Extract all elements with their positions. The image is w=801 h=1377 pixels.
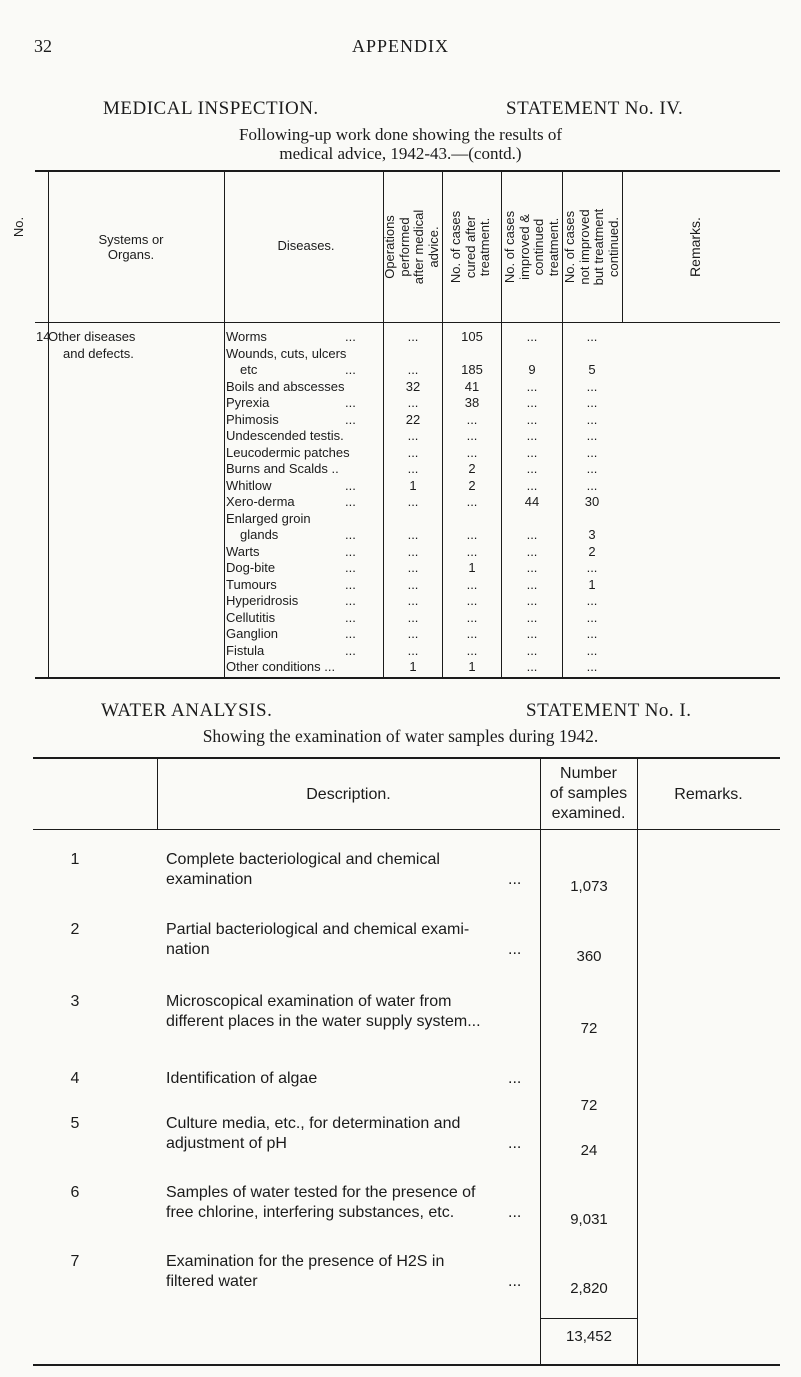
- table1-header-rule: [35, 322, 780, 323]
- cell-not-improved: ...: [586, 560, 598, 575]
- cell-cured: ...: [466, 576, 478, 592]
- header-operations-line: Operations: [382, 215, 397, 279]
- cell-not-improved: ...: [586, 609, 598, 625]
- water-description-line1: Samples of water tested for the presence of: [166, 1184, 476, 1201]
- cell-cured: 2: [468, 477, 476, 493]
- leader-dots: ...: [345, 477, 356, 493]
- row-number: 14: [36, 329, 51, 344]
- cell-cured: 1: [468, 560, 476, 575]
- header-improved: [503, 176, 561, 318]
- header-improved-line: continued: [531, 218, 546, 276]
- cell-ops: ...: [407, 461, 419, 476]
- header-improved-line: No. of cases: [502, 210, 517, 284]
- disease-name: Other conditions ...: [226, 659, 336, 674]
- cell-cured: ...: [466, 593, 478, 608]
- cell-improved: ...: [526, 461, 538, 476]
- system-name-line1: Other diseases: [48, 329, 136, 344]
- cell-not-improved: ...: [586, 659, 598, 674]
- cell-cured: ...: [466, 428, 478, 443]
- water-row-number: 4: [70, 1070, 80, 1087]
- disease-name: Fistula: [226, 642, 265, 658]
- table1-top-rule: [35, 170, 780, 172]
- header-not-improved-line: continued.: [605, 217, 621, 277]
- cell-improved: ...: [526, 576, 538, 592]
- header-remarks: Remarks.: [687, 217, 703, 277]
- water-row-number: 6: [70, 1184, 80, 1201]
- leader-dots: ...: [345, 642, 356, 658]
- leader-dots: ...: [508, 1273, 522, 1290]
- header-number-line: examined.: [551, 805, 626, 822]
- leader-dots: ...: [508, 871, 522, 888]
- cell-cured: 1: [468, 659, 476, 674]
- table2-header-rule: [33, 829, 780, 830]
- leader-dots: ...: [345, 395, 356, 410]
- water-sample-count: 2,820: [570, 1280, 608, 1297]
- leader-dots: ...: [345, 576, 356, 592]
- leader-dots: ...: [508, 1135, 522, 1152]
- disease-name: Ganglion: [226, 626, 279, 641]
- leader-dots: ...: [345, 609, 356, 625]
- cell-ops: 1: [409, 477, 417, 493]
- water-description-line2: adjustment of pH: [166, 1135, 287, 1152]
- table1-title-right: STATEMENT No. IV.: [506, 98, 684, 119]
- cell-improved: ...: [526, 444, 538, 460]
- water-row-number: 5: [70, 1115, 80, 1132]
- cell-not-improved: 30: [584, 494, 600, 509]
- header-operations-line: performed: [396, 217, 412, 277]
- cell-cured: 41: [464, 378, 480, 394]
- header-not-improved-line: No. of cases: [562, 210, 577, 284]
- cell-ops: ...: [407, 494, 419, 509]
- table1-bottom-rule: [35, 677, 780, 679]
- cell-cured: ...: [466, 609, 478, 625]
- cell-improved: ...: [526, 543, 538, 559]
- disease-name: glands: [240, 527, 279, 542]
- cell-improved: ...: [526, 626, 538, 641]
- water-sample-count: 72: [580, 1020, 598, 1037]
- water-sample-count: 24: [580, 1142, 598, 1159]
- cell-improved: ...: [526, 659, 538, 674]
- running-head: APPENDIX: [351, 36, 449, 56]
- leader-dots: ...: [345, 543, 356, 559]
- cell-ops: 1: [409, 659, 417, 674]
- table2-bottom-rule: [33, 1364, 780, 1366]
- water-row-number: 3: [70, 993, 80, 1010]
- table1-subtitle-line2: medical advice, 1942-43.—(contd.): [279, 144, 522, 163]
- cell-improved: ...: [526, 642, 538, 658]
- cell-not-improved: ...: [586, 428, 598, 443]
- header-operations-line: after medical: [411, 209, 426, 285]
- disease-name: Warts: [226, 543, 260, 559]
- water-sample-count: 72: [580, 1097, 598, 1114]
- leader-dots: ...: [345, 626, 356, 641]
- leader-dots: ...: [345, 329, 356, 344]
- cell-improved: ...: [526, 378, 538, 394]
- header-number-line: Number: [560, 765, 617, 782]
- disease-name: Undescended testis.: [226, 428, 344, 443]
- header-diseases: Diseases.: [277, 238, 335, 253]
- total-value: 13,452: [566, 1328, 612, 1345]
- cell-ops: ...: [407, 626, 419, 641]
- cell-ops: 22: [405, 411, 421, 427]
- cell-cured: 105: [461, 329, 483, 344]
- cell-improved: ...: [526, 411, 538, 427]
- cell-ops: ...: [407, 609, 419, 625]
- header-description: Description.: [306, 786, 391, 803]
- cell-not-improved: ...: [586, 444, 598, 460]
- cell-not-improved: ...: [586, 461, 598, 476]
- water-description-line2: nation: [166, 941, 210, 958]
- cell-ops: ...: [407, 395, 419, 410]
- cell-ops: ...: [407, 527, 419, 542]
- system-name-line2: and defects.: [63, 346, 134, 361]
- cell-improved: 9: [528, 362, 536, 377]
- disease-name: Dog-bite: [226, 560, 276, 575]
- leader-dots: ...: [345, 527, 356, 542]
- header-improved-line: improved &: [516, 214, 532, 280]
- table1-col-divider: [48, 171, 49, 678]
- cell-improved: ...: [526, 428, 538, 443]
- disease-name: Leucodermic patches: [226, 444, 350, 460]
- leader-dots: ...: [508, 941, 522, 958]
- disease-name: etc: [240, 362, 258, 377]
- leader-dots: ...: [345, 560, 356, 575]
- disease-name: Hyperidrosis: [226, 593, 299, 608]
- leader-dots: ...: [345, 593, 356, 608]
- table1-subtitle-line1: Following-up work done showing the results of: [239, 125, 562, 144]
- cell-ops: ...: [407, 593, 419, 608]
- water-description-line1: Culture media, etc., for determination and: [166, 1115, 461, 1132]
- cell-cured: ...: [466, 494, 478, 509]
- table1-col-divider: [224, 171, 225, 678]
- water-sample-count: 9,031: [570, 1211, 608, 1228]
- leader-dots: ...: [345, 411, 356, 427]
- table2-col-divider: [637, 759, 638, 1365]
- cell-ops: 32: [405, 378, 421, 394]
- header-operations: [383, 176, 441, 318]
- water-sample-count: 1,073: [570, 878, 608, 895]
- disease-name: Boils and abscesses: [226, 378, 345, 394]
- table2-title-right: STATEMENT No. I.: [526, 700, 692, 721]
- page-number: 32: [34, 36, 52, 56]
- cell-ops: ...: [407, 428, 419, 443]
- cell-ops: ...: [407, 642, 419, 658]
- cell-cured: 38: [464, 395, 480, 410]
- header-improved-line: treatment.: [545, 217, 561, 277]
- disease-name: Tumours: [226, 576, 277, 592]
- cell-improved: ...: [526, 527, 538, 542]
- header-operations-line: advice.: [425, 226, 441, 268]
- leader-dots: ...: [508, 1204, 522, 1221]
- water-description-line2: free chlorine, interfering substances, etc.: [166, 1204, 455, 1221]
- header-number: [540, 764, 637, 824]
- cell-ops: ...: [407, 576, 419, 592]
- water-description-line1: Partial bacteriological and chemical exami-: [166, 921, 470, 938]
- header-systems: Systems or Organs.: [98, 232, 164, 262]
- disease-name: Cellutitis: [226, 609, 276, 625]
- water-row-number: 7: [70, 1253, 80, 1270]
- cell-not-improved: 5: [588, 362, 596, 377]
- cell-cured: ...: [466, 543, 478, 559]
- cell-improved: 44: [524, 494, 540, 509]
- water-description-line1: Identification of algae: [166, 1070, 318, 1087]
- cell-cured: ...: [466, 411, 478, 427]
- cell-ops: ...: [407, 362, 419, 377]
- disease-name: Xero-derma: [226, 494, 295, 509]
- disease-name: Pyrexia: [226, 395, 270, 410]
- water-description-line1: Microscopical examination of water from: [166, 993, 452, 1010]
- cell-not-improved: ...: [586, 477, 598, 493]
- cell-improved: ...: [526, 477, 538, 493]
- disease-name: Phimosis: [226, 411, 279, 427]
- disease-name: Worms: [226, 329, 267, 344]
- cell-not-improved: 3: [588, 527, 596, 542]
- table1-title-left: MEDICAL INSPECTION.: [103, 98, 319, 119]
- total-rule: [540, 1318, 638, 1319]
- cell-not-improved: ...: [586, 411, 598, 427]
- cell-ops: ...: [407, 560, 419, 575]
- cell-cured: 185: [461, 362, 483, 377]
- leader-dots: ...: [345, 362, 356, 377]
- cell-not-improved: ...: [586, 329, 598, 344]
- water-description-line2: different places in the water supply system...: [166, 1013, 481, 1030]
- cell-ops: ...: [407, 329, 419, 344]
- cell-cured: ...: [466, 642, 478, 658]
- cell-cured: ...: [466, 626, 478, 641]
- water-description-line1: Complete bacteriological and chemical: [166, 851, 440, 868]
- table1-col-divider: [622, 171, 623, 323]
- water-description-line1: Examination for the presence of H2S in: [166, 1253, 445, 1270]
- cell-not-improved: ...: [586, 378, 598, 394]
- header-cured-line: No. of cases: [448, 210, 463, 284]
- cell-cured: ...: [466, 527, 478, 542]
- header-not-improved-line: but treatment: [591, 208, 606, 286]
- cell-cured: ...: [466, 444, 478, 460]
- header-cured-line: treatment.: [477, 217, 492, 277]
- table2-top-rule: [33, 757, 780, 759]
- water-description-line2: examination: [166, 871, 253, 888]
- header-no: No.: [11, 216, 26, 238]
- cell-not-improved: ...: [586, 593, 598, 608]
- cell-improved: ...: [526, 593, 538, 608]
- cell-not-improved: 1: [588, 576, 596, 592]
- table2-subtitle: Showing the examination of water samples during 1942.: [202, 726, 599, 746]
- header-number-line: of samples: [549, 785, 628, 802]
- water-sample-count: 360: [576, 948, 602, 965]
- header-cured-line: cured after: [462, 215, 478, 279]
- cell-not-improved: ...: [586, 642, 598, 658]
- water-row-number: 2: [70, 921, 80, 938]
- cell-not-improved: ...: [586, 626, 598, 641]
- leader-dots: ...: [508, 1070, 522, 1087]
- cell-improved: ...: [526, 395, 538, 410]
- table2-col-divider: [540, 759, 541, 1365]
- cell-not-improved: ...: [586, 395, 598, 410]
- cell-cured: 2: [468, 461, 476, 476]
- disease-name: Whitlow: [226, 477, 272, 493]
- leader-dots: ...: [345, 494, 356, 509]
- cell-improved: ...: [526, 329, 538, 344]
- header-not-improved: [563, 176, 621, 318]
- cell-improved: ...: [526, 609, 538, 625]
- header-cured: [449, 176, 493, 318]
- cell-not-improved: 2: [588, 543, 596, 559]
- disease-name: Wounds, cuts, ulcers: [226, 345, 347, 361]
- cell-improved: ...: [526, 560, 538, 575]
- water-row-number: 1: [70, 851, 80, 868]
- table2-title-left: WATER ANALYSIS.: [101, 700, 273, 721]
- header-remarks-2: Remarks.: [674, 786, 743, 803]
- cell-ops: ...: [407, 444, 419, 460]
- disease-name: Burns and Scalds ..: [226, 461, 339, 476]
- cell-ops: ...: [407, 543, 419, 559]
- water-description-line2: filtered water: [166, 1273, 258, 1290]
- header-not-improved-line: not improved: [576, 209, 592, 285]
- disease-name: Enlarged groin: [226, 510, 311, 526]
